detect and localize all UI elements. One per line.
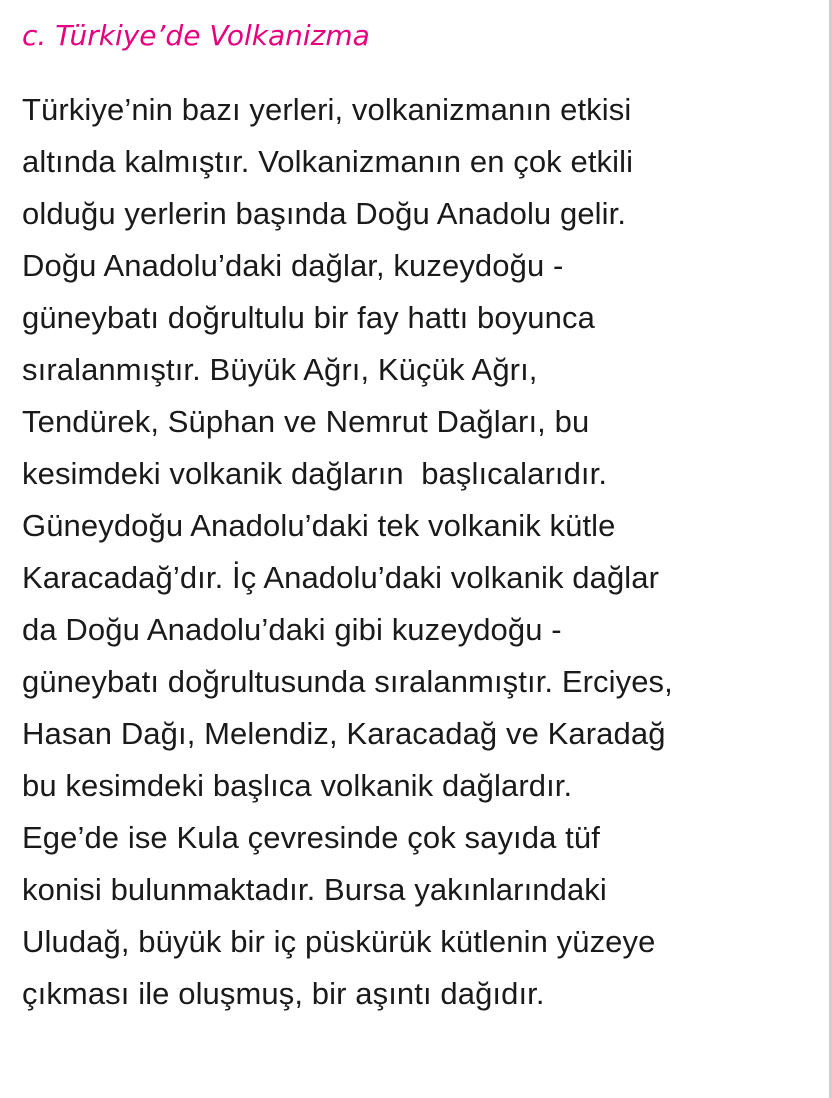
paragraph-line: bu kesimdeki başlıca volkanik dağlardır.	[22, 768, 573, 803]
paragraph-line: güneybatı doğrultulu bir fay hattı boyunca	[22, 300, 595, 335]
paragraph-line: olduğu yerlerin başında Doğu Anadolu gelir.	[22, 196, 627, 231]
body-paragraph	[22, 84, 822, 1020]
paragraph-line: Uludağ, büyük bir iç püskürük kütlenin yüzeye	[22, 924, 656, 959]
paragraph-line: Ege’de ise Kula çevresinde çok sayıda tüf	[22, 820, 600, 855]
paragraph-line: Karacadağ’dır. İç Anadolu’daki volkanik dağlar	[22, 560, 660, 595]
paragraph-line: kesimdeki volkanik dağların başlıcalarıdır.	[22, 456, 608, 491]
paragraph-line: çıkması ile oluşmuş, bir aşıntı dağıdır.	[22, 976, 545, 1011]
paragraph-line: konisi bulunmaktadır. Bursa yakınlarındaki	[22, 872, 607, 907]
paragraph-line: altında kalmıştır. Volkanizmanın en çok etkili	[22, 144, 634, 179]
paragraph-line: Hasan Dağı, Melendiz, Karacadağ ve Karadağ	[22, 716, 666, 751]
paragraph-line: sıralanmıştır. Büyük Ağrı, Küçük Ağrı,	[22, 352, 538, 387]
paragraph-line: Güneydoğu Anadolu’daki tek volkanik kütle	[22, 508, 616, 543]
paragraph-line: da Doğu Anadolu’daki gibi kuzeydoğu -	[22, 612, 562, 647]
paragraph-line: Türkiye’nin bazı yerleri, volkanizmanın etkisi	[22, 92, 632, 127]
paragraph-line: Doğu Anadolu’daki dağlar, kuzeydoğu -	[22, 248, 564, 283]
paragraph-line: güneybatı doğrultusunda sıralanmıştır. Erciyes,	[22, 664, 673, 699]
paragraph-line: Tendürek, Süphan ve Nemrut Dağları, bu	[22, 404, 590, 439]
section-heading: c. Türkiye’de Volkanizma	[22, 19, 370, 52]
